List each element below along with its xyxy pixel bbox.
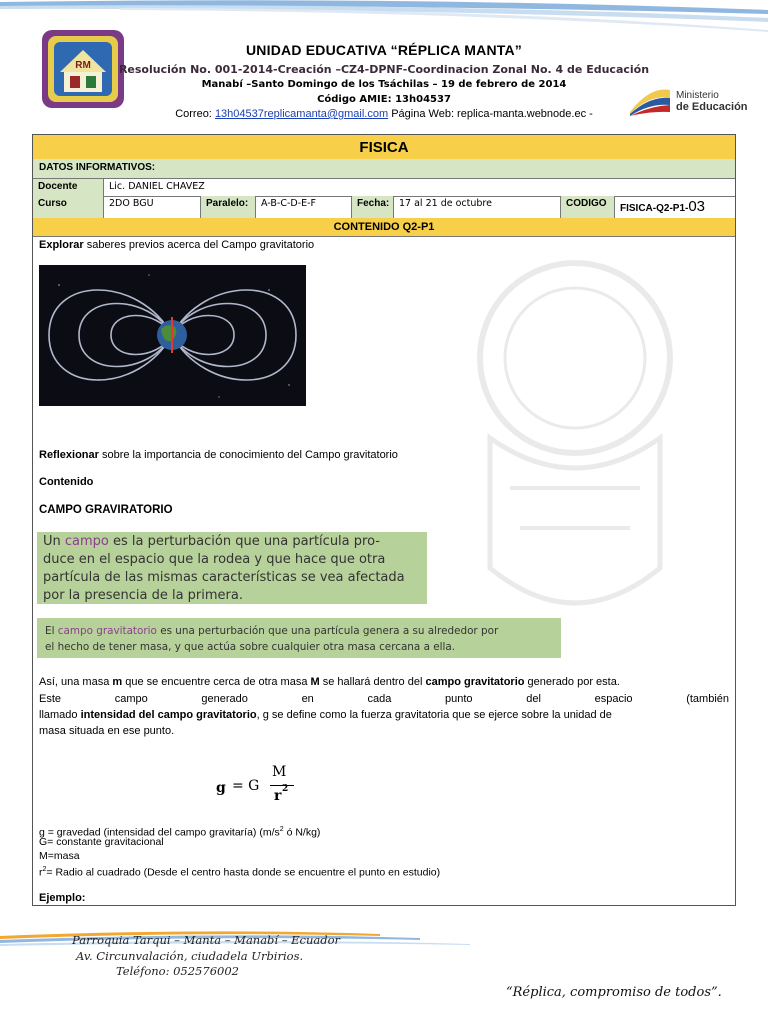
explanation-line2: Este campo generado en cada punto del espacio (también xyxy=(39,693,729,705)
def1-text: g = gravedad (intensidad del campo gravitaría) (m/s xyxy=(39,826,280,839)
campo-def-prefix: Un xyxy=(43,534,65,549)
codigo-value xyxy=(615,196,735,218)
paralelo-label: Paralelo: xyxy=(201,196,256,218)
explanation-line1 xyxy=(39,675,620,690)
explanation-line4: masa situada en ese punto. xyxy=(39,725,175,737)
def-constante: G= constante gravitacional xyxy=(39,836,164,848)
formula-lhs: g xyxy=(216,780,226,796)
ejemplo-label: Ejemplo: xyxy=(39,892,86,904)
amie-line: Código AMIE: 13h04537 xyxy=(317,94,451,105)
codigo-prefix: FISICA-Q2-P1- xyxy=(620,203,689,214)
explanation-line3 xyxy=(39,708,612,723)
para1-M: M xyxy=(310,676,320,688)
codigo-number: 03 xyxy=(688,198,706,215)
para1-a: Así, una masa xyxy=(39,676,113,688)
reflexionar-bold: Reflexionar xyxy=(39,449,99,461)
formula-denominator: r xyxy=(274,788,282,804)
para3-c: , g se define como la fuerza gravitatoria que se ejerce sobre la unidad de xyxy=(256,709,612,721)
reflexionar-paragraph xyxy=(39,448,398,463)
svg-text:RM: RM xyxy=(75,60,91,71)
def4-sup: 2 xyxy=(42,866,47,873)
paralelo-value: A-B-C-D-E-F xyxy=(256,196,352,218)
para3-a: llamado xyxy=(39,709,81,721)
ministerio-line1: Ministerio xyxy=(676,90,719,101)
gravitational-field-image xyxy=(39,265,306,406)
campo-definition-line3: partícula de las mismas características se vea afectada xyxy=(43,570,405,585)
footer-address-line1: Parroquia Tarqui – Manta – Manabí – Ecuador xyxy=(72,933,341,947)
web-label: Página Web: replica-manta.webnode.ec - xyxy=(388,108,593,120)
formula-exponent: 2 xyxy=(282,784,289,794)
campo-def-accent: campo xyxy=(64,534,109,549)
flag-icon xyxy=(628,86,672,116)
gravitatorio-definition-line2: el hecho de tener masa, y que actúa sobre cualquier otra masa cercana a ella. xyxy=(45,641,456,653)
gravitatorio-definition-line1 xyxy=(45,624,498,639)
def-radio xyxy=(39,863,440,880)
school-name: UNIDAD EDUCATIVA “RÉPLICA MANTA” xyxy=(245,42,523,58)
contenido-heading: CONTENIDO Q2-P1 xyxy=(33,218,735,237)
footer-slogan: “Réplica, compromiso de todos”. xyxy=(506,985,722,1000)
location-line: Manabí –Santo Domingo de los Tsáchilas – 19 de febrero de 2014 xyxy=(201,79,567,90)
contenido-label: Contenido xyxy=(39,476,94,488)
footer-address-line2: Av. Circunvalación, ciudadela Urbirios. xyxy=(76,949,304,963)
resolution-line: Resolución No. 001-2014-Creación –CZ4-DPNF-Coordinacion Zonal No. 4 de Educación xyxy=(118,63,650,76)
ministerio-logo xyxy=(628,84,748,118)
reflexionar-text: sobre la importancia de conocimiento del Campo gravitatorio xyxy=(98,449,398,461)
docente-label: Docente xyxy=(33,179,104,196)
campo-definition-line2: duce en el espacio que la rodea y que hace que otra xyxy=(43,552,386,567)
formula-eq: = G xyxy=(232,778,260,794)
def4-r: r xyxy=(39,866,43,879)
curso-value: 2DO BGU xyxy=(104,196,201,218)
def4-rest: = Radio al cuadrado (Desde el centro hasta donde se encuentre el punto en estudio) xyxy=(46,866,441,879)
explorar-text: saberes previos acerca del Campo gravitatorio xyxy=(83,239,315,251)
curso-label: Curso xyxy=(33,196,104,218)
codigo-label: CODIGO xyxy=(561,196,615,218)
def1-end: ó N/kg) xyxy=(283,826,321,839)
docente-value: Lic. DANIEL CHAVEZ xyxy=(104,179,735,196)
para1-d: generado por esta. xyxy=(524,676,620,688)
ministerio-line2: de Educación xyxy=(676,101,748,113)
para3-b: intensidad del campo gravitatorio xyxy=(80,709,257,721)
section-heading: CAMPO GRAVIRATORIO xyxy=(39,504,173,516)
def1-sup: 2 xyxy=(279,826,284,833)
curso-row xyxy=(33,196,735,219)
campo-definition-line4: por la presencia de la primera. xyxy=(43,588,243,603)
fecha-value: 17 al 21 de octubre xyxy=(394,196,561,218)
mail-label: Correo: xyxy=(175,108,215,120)
def-masa: M=masa xyxy=(39,850,80,862)
datos-informativos-label: DATOS INFORMATIVOS: xyxy=(33,159,735,179)
para1-c: se hallará dentro del xyxy=(319,676,426,688)
campo-def-rest: es la perturbación que una partícula pro- xyxy=(108,534,380,549)
footer-phone: Teléfono: 052576002 xyxy=(116,964,239,978)
campo-definition-line1 xyxy=(43,533,380,551)
formula-numerator: M xyxy=(272,764,287,780)
subject-title: FISICA xyxy=(33,135,735,160)
fecha-label: Fecha: xyxy=(352,196,394,218)
grav-def-rest: es una perturbación que una partícula genera a su alrededor por xyxy=(156,625,499,637)
explorar-paragraph xyxy=(39,238,314,253)
email-link[interactable]: 13h04537replicamanta@gmail.com xyxy=(214,108,389,120)
para1-b: que se encuentre cerca de otra masa xyxy=(122,676,311,688)
docente-row xyxy=(33,179,735,197)
para1-m: m xyxy=(112,676,123,688)
grav-def-prefix: El xyxy=(45,625,58,637)
grav-def-accent: campo gravitatorio xyxy=(57,625,157,637)
para1-cg: campo gravitatorio xyxy=(425,676,525,688)
explorar-bold: Explorar xyxy=(39,239,84,251)
